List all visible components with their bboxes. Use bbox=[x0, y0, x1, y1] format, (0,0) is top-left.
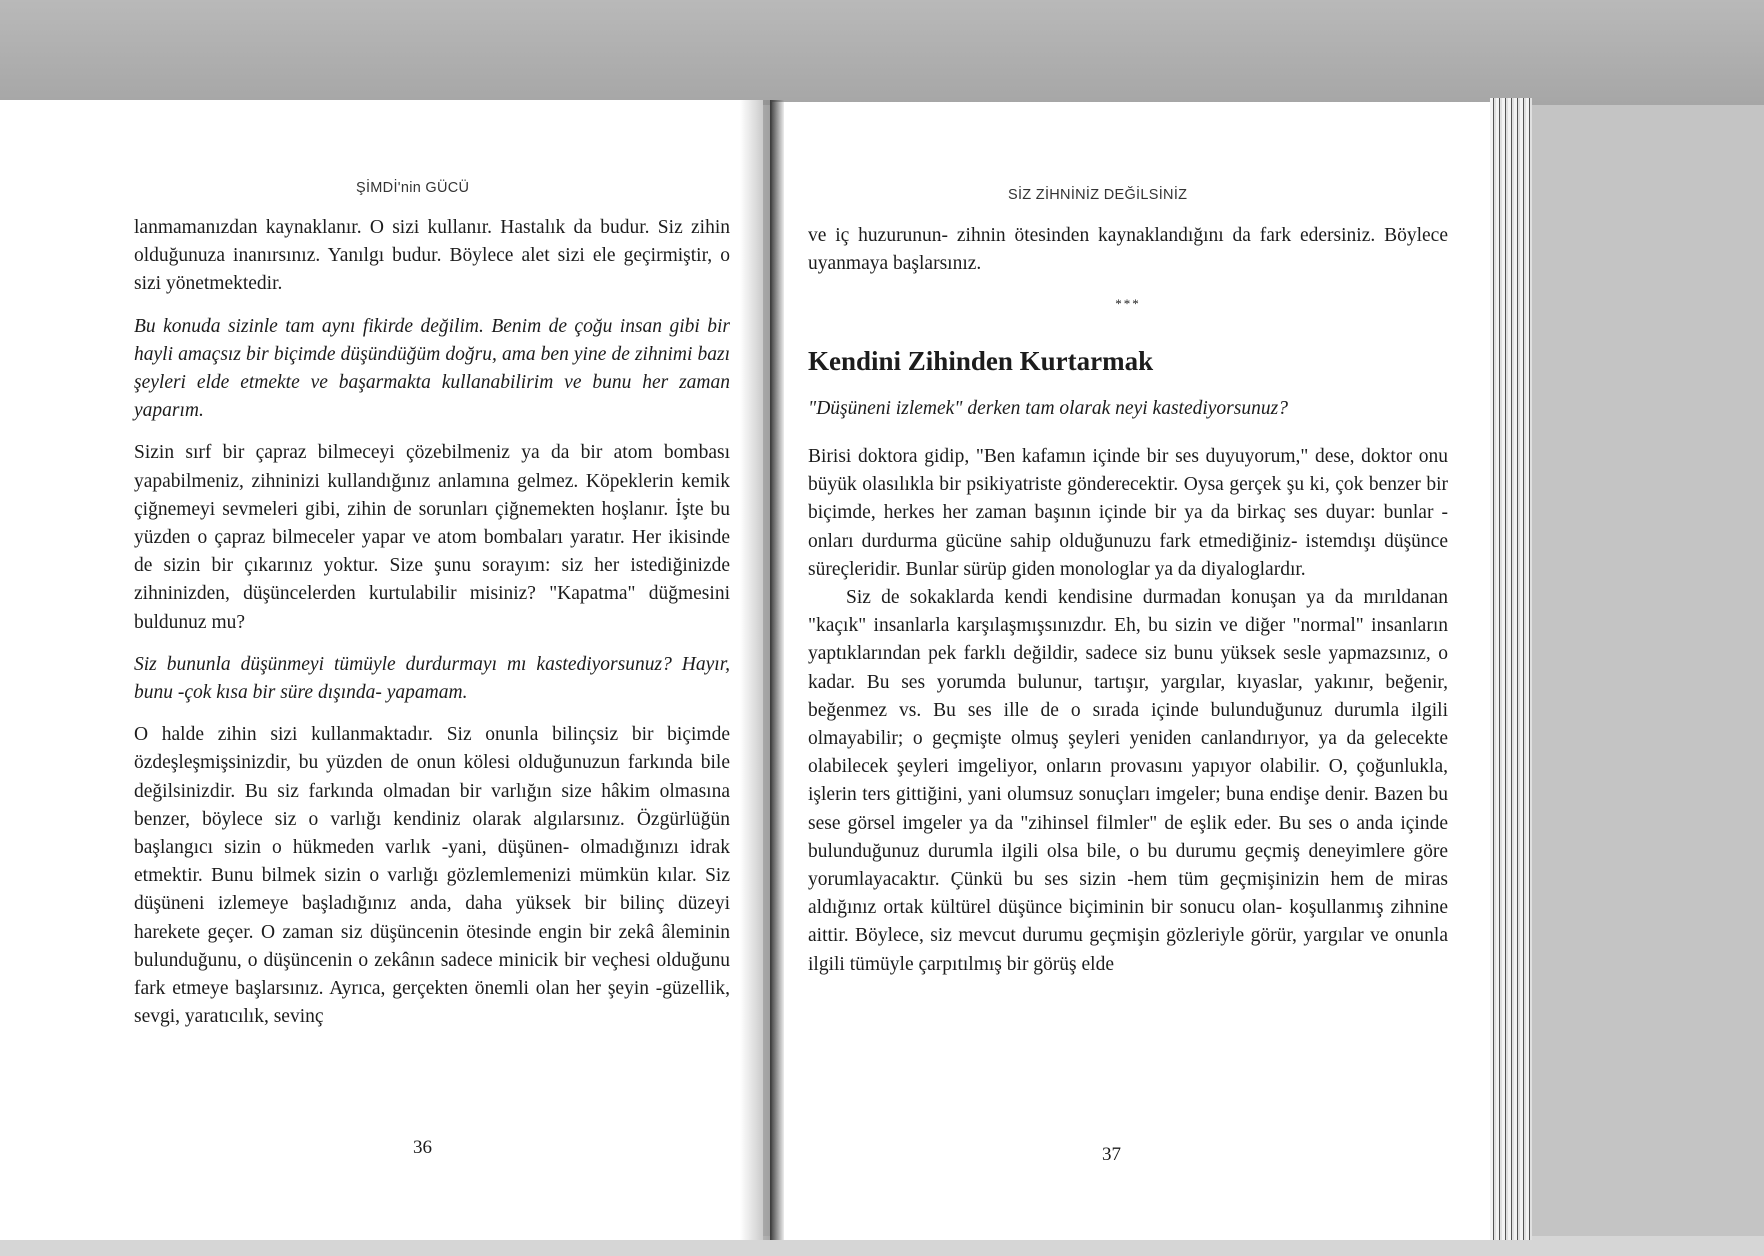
right-page bbox=[772, 102, 1532, 1240]
paragraph: Siz de sokaklarda kendi kendisine durmadan konuşan ya da mırıldanan "kaçık" insanlarla karşılaşmışsınızdır. Eh, bu sizin ve diğer "normal" insanların yaptıklarından pek farklı değildir, sadece siz bunu yüksek sesle yapmazsınız, o kadar. Bu ses yorumda bulunur, tartışır, yargılar, kıyaslar, yakınır, beğenir, beğenmez vs. Bu ses ille de o sırada içinde bulunduğunuz durumla ilgili olmayabilir; o geçmişte olmuş şeyleri yeniden canlandırıyor, ya da gelecekte olabilecek şeyleri imgeliyor, onların provasını yapıyor olabilir. O, çoğunlukla, işlerin ters gittiğini, yani olumsuz sonuçları imgeler; buna endişe denir. Bazen bu sese görsel imgeler ya da "zihinsel filmler" de eşlik eder. Bu ses o anda içinde bulunduğunuz durumla ilgili olsa bile, o bu durumu geçmiş deneyimlere göre yorumlayacaktır. Çünkü bu ses sizin -hem tüm geçmişinizin hem de miras aldığınız ortak kültürel düşünce biçiminin bir sonucu olan- koşullanmış zihnine aittir. Böylece, siz mevcut durumu geçmişin gözleriyle görür, yargılar ve onunla ilgili tümüyle çarpıtılmış bir görüş elde bbox=[808, 587, 1448, 975]
scanner-background bbox=[0, 0, 1764, 105]
book-page-edges bbox=[1490, 98, 1532, 1240]
book-gutter-shadow bbox=[740, 100, 770, 1240]
page-number-right: 37 bbox=[1102, 1144, 1121, 1165]
paragraph: O halde zihin sizi kullanmaktadır. Siz onunla bilinçsiz bir biçimde özdeşleşmişsinizdir, bu yüzden de onun kölesi olduğunuzun farkında bile değilsinizdir. Bu siz farkında olmadan bir varlığın size hâkim olmasına benzer, böylece siz o varlığı kendiniz olarak algılarsınız. Özgürlüğün başlangıcı sizin o hükmeden varlık -yani, düşünen- olmadığınızı idrak etmektir. Bunu bilmek sizin o varlığı gözlemlemenizi mümkün kılar. Siz düşüneni izlemeye başladığınız anda, daha yüksek bir bilinç düzeyi harekete geçer. O zaman siz düşüncenin ötesinde engin bir zekâ âleminin bulunduğunu, o düşüncenin o zekânın sadece minicik bir veçhesi olduğunu fark etmeye başlarsınız. Ayrıca, gerçekten önemli olan her şeyin -güzellik, sevgi, yaratıcılık, sevinç bbox=[134, 724, 730, 1028]
running-header-left: ŞİMDİ'nin GÜCÜ bbox=[356, 180, 470, 196]
right-page-body bbox=[808, 222, 1448, 979]
paragraph: Sizin sırf bir çapraz bilmeceyi çözebilmeniz ya da bir atom bombası yapabilmeniz, zihninizi kullandığınız anlamına gelmez. Köpeklerin kemik çiğnemeyi sevmeleri gibi, zihin de sorunları çiğnemekten hoşlanır. İşte bu yüzden o çapraz bilmeceler yapar ve atom bombaları yaratır. Her ikisinde de sizin bir çıkarınız yoktur. Size şunu sorayım: siz her istediğinizde zihninizden, düşüncelerden kurtulabilir misiniz? "Kapatma" düğmesini buldunuz mu? bbox=[134, 442, 730, 633]
section-separator: *** bbox=[1115, 296, 1141, 312]
paragraph: Birisi doktora gidip, "Ben kafamın içinde bir ses duyuyorum," dese, doktor onu büyük olasılıkla bir psikiyatriste gönderecektir. Oysa gerçek şu ki, çok benzer bir biçimde, herkes her zaman başının içinde bir ya da birkaç ses duyar: bunlar -onları durdurma gücüne sahip olduğunuzu fark etmediğiniz- istemdışı düşünce süreçleridir. Bunlar sürüp giden monologlar ya da diyaloglardır. bbox=[808, 446, 1448, 580]
paragraph: ve iç huzurunun- zihnin ötesinden kaynaklandığını da fark edersiniz. Böylece uyanmaya başlarsınız. bbox=[808, 225, 1448, 275]
running-header-right: SİZ ZİHNİNİZ DEĞİLSİNİZ bbox=[1008, 187, 1188, 203]
page-number-left: 36 bbox=[413, 1137, 432, 1158]
question-paragraph: Siz bununla düşünmeyi tümüyle durdurmayı mı kastediyorsunuz? Hayır, bunu -çok kısa bir süre dışında- yapamam. bbox=[134, 653, 730, 704]
left-page-body bbox=[134, 214, 730, 1031]
question-paragraph: Bu konuda sizinle tam aynı fikirde değilim. Benim de çoğu insan gibi bir hayli amaçsız bir biçimde düşündüğüm doğru, ama ben yine de zihnimi bazı şeyleri elde etmekte ve başarmakta kullanabilirim ve bunu her zaman yaparım. bbox=[134, 315, 730, 422]
question-paragraph: "Düşüneni izlemek" derken tam olarak neyi kastediyorsunuz? bbox=[808, 397, 1288, 419]
book-spine-shadow bbox=[770, 100, 784, 1240]
section-title: Kendini Zihinden Kurtarmak bbox=[808, 345, 1154, 376]
paragraph: lanmamanızdan kaynaklanır. O sizi kullanır. Hastalık da budur. Siz zihin olduğunuza inanırsınız. Yanılgı budur. Böylece alet sizi ele geçirmiştir, o sizi yönetmektedir. bbox=[134, 217, 730, 295]
left-page bbox=[0, 100, 763, 1240]
